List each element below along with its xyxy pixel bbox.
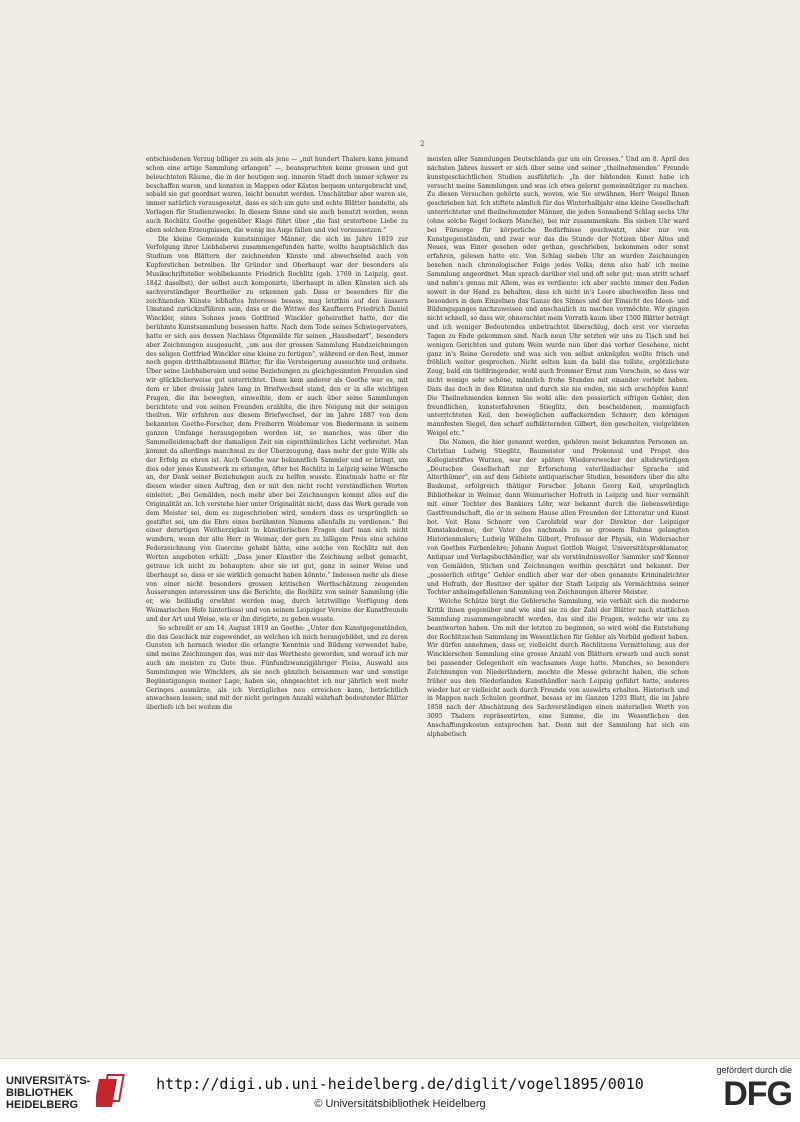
document-url[interactable]: http://digi.ub.uni-heidelberg.de/diglit/vogel1895/0010 [156,1075,644,1093]
page-number: 2 [420,140,425,148]
paragraph: So schreibt er am 14. August 1819 an Goethe: „Unter den Kunstgegenständen, die das Geschick mir zugewendet, an welchen ich mich herangebildet, und zu deren Gunsten ich hernach wieder die erlangte Kenntnis und Bildung verwendet habe, sind meine Zeichnungen das, was mir das Wertheste geworden, und worauf ich mir auch am meisten zu Gute thue. Fünfundzwanzigjähriger Fleiss, Auswahl aus Sammlungen wie Wincklers, als sie noch gänzlich beisammen war und sonstige Begünstigungen meiner Lage, haben sie, ohngeachtet ich nur jährlich weit mehr Geringes ausmärze, als ich Vorzügliches neu erreichen kann, beträchtlich anwachsen lassen; und mit der nicht geringen Anzahl wahrhaft bedeutender Blätter überliefe ich bei weitem die [146,624,408,712]
paragraph: entschiedenen Verzug billiger zu sein als jene — „mit hundert Thalern kann jemand schon eine artige Sammlung erlangen“ —, beanspruchten keine grossen und gut beleuchteten Räume, die in der heutigen sog. inneren Stadt doch immer schwer zu beschaffen waren, und konnten in Mappen oder Kästen bequem untergebracht und, sobald sie gut geordnet waren, leicht benutzt werden. Unschätzbar aber waren sie, immer natürlich vorausgesetzt, dass es sich um gute und echte Blätter handelte, als Vorlagen für Studienzwecke. In diesem Sinne sind sie auch benutzt worden, wenn auch Rochlitz Goethe gegenüber Klage führt über „die fast erstorbene Liebe zu eben solchen Erzeugnissen, die wenig ins Auge fallen und viel voraussetzen.“ [146,156,408,234]
paragraph: Die kleine Gemeinde kunstsinniger Männer, die sich im Jahre 1819 zur Verfolgung ihrer Liebhaberei zusammengefunden hatte, wollte hauptsächlich das Studium von Blättern der zeichnenden Künste und abwechselnd auch von Kupferstichen betreiben. Ihr Gründer und Oberhaupt war der besonders als Musikschriftsteller wohlbekannte Friedrich Rochlitz (geb. 1769 in Leipzig, gest. 1842 daselbst), der selbst auch komponirte, überhaupt in allen Künsten sich als sachverständiger Beurtheiler zu erkennen gab. Dass er besonders für die zeichnenden Künste lebhaftes Interesse besass, mag letzthin auf den äussern Umstand zurückzuführen sein, dass er die Wittwe des Kaufherrn Friedrich Daniel Winckler, eines Sohnes jenes Gottfried Winckler geheirathet hatte, der die berühmte Kunstsammlung besessen hatte. Nach dem Tode seines Schwiegervaters, hatte er sich aus dessen Nachlass Ölgemälde für seinen „Hausbedarf“, besonders aber Zeichnungen ausgesucht, „um aus der grossen Sammlung Handzeichnungen des seligen Gottfried Winckler eine kleine zu fertigen“, während er den Rest, immer noch gegen dritthalbtausend Blätter, für die Versteigerung aussuchte und ordnete. Über seine Liebhabereien und seine Beziehungen zu gleichgesinnten Freunden sind wir glücklicherweise gut unterrichtet. Denn kein anderer als Goethe war es, mit dem er über dreissig Jahre lang in Briefwechsel stand, den er in alle wichtigen Fragen, die ihn bewegten, einweihte, dem er auch über seine Sammlungen berichtete und von seinen Freunden erzählte, die ihre Neigung mit der seinigen theilten. Wir erfahren aus diesem Briefwechsel, der im Jahre 1887 von dem bekannten Goethe-Forscher, dem Freiherrn Woldemar von Biedermann in seinem ganzen Umfange herausgegeben worden ist, so manches, was über die Sammelleidenschaft der damaligen Zeit ein eigenthümliches Licht verbreitet. Man kommt da allerdings manchmal zu der Überzeugung, dass mehr der gute Wille als der Erfolg zu ehren ist. Auch Goethe war bekanntlich Sammler und er bringt, um dies oder jenes Kunstwerk zu erlangen, öfter bei Rochlitz in Leipzig seine Wünsche an, der Dank seiner Beziehungen auch zu helfen wusste. Einstmals hatte er für diesen wieder einen Auftrag, den er mit den nicht recht verständlichen Worten einleitet: „Bei Gemälden, noch mehr aber bei Zeichnungen kommt alles auf die Originalität an. Ich verstehe hier unter Originalität nicht, dass das Werk gerade von dem Meister sei, dem es zugeschrieben wird, sondern dass es ursprünglich so gestiftet sei, um die Ehre eines berühmten Namens allenfalls zu verdienen.“ Bei einer derartigen Weitherzigkeit in künstlerischen Fragen darf man sich nicht wundern, wenn der alte Herr in Weimar, der gern zu billigem Preis eine schöne Federzeichnung von Guercino gehabt hätte, eine solche von Rochlitz mit den Worten angeboten erhält: „Dass jener Künstler die Zeichnung selbst gemacht, getraue ich nicht zu behaupten: aber sie ist gut, ganz in seiner Weise und überhaupt so, dass er sie wirklich gemacht haben könnte.“ Indessen mehr als diese von einer nicht besonders grossen kritischen Werthschätzung zeugenden Äusserungen interessiren uns die Berichte, die Rochlitz von seiner Sammlung (die er, wie beiläufig erwähnt werden mag, durch letztwillige Verfügung dem Weimarischen Hofe hinterliess) und von seinem Leipziger Vereine der Kunstfreunde und der Art und Weise, wie er ihn dirigirte, zu geben wusste. [146,235,408,623]
viewer-footer [0,1058,800,1122]
dfg-funding[interactable] [708,1065,792,1113]
funding-caption: gefördert durch die [716,1065,792,1075]
paragraph: Welche Schätze birgt die Gehlersche Sammlung, wie verhält sich die moderne Kritik ihnen gegenüber und wie sind sie zu der Zahl der Blätter nach stattlichen Sammlung zusammengebracht worden, das sind die Fragen, welche wir uns zu beantworten haben. Um mit der letzten zu beginnen, so wird wohl die Entstehung der Rochlitzschen Sammlung im Wesentlichen für Gehler als Vorbild gedient haben. Wir dürfen annehmen, dass er, vielleicht durch Rochlitzens Vermittelung, aus der Wincklerschen Sammlung eine grosse Anzahl von Blättern erwarb und auch sonst bei passender Gelegenheit ein wachsames Auge hatte. Manches, so besonders Zeichnungen von Niederländern, mochte die Messe gebracht haben, die schon früher aus den Niederlanden Kunsthändler nach Leipzig geführt hatte, anderes wieder hat er vielleicht auch durch Freunde von auswärts erhalten. Historisch und in Mappen nach Schulen geordnet, besass er im Ganzen 1293 Blatt, die im Jahre 1858 nach der Abschätzung des Sachverständigen einen materiellen Werth von 3095 Thalern repräsentirten, eine Summe, die im Wesentlichen den Anschaffungskosten entsprochen hat. Denn mit der Sammlung hat sich ein alphabetisch [427,598,689,738]
paragraph: Die Namen, die hier genannt werden, gehören meist bekannten Personen an. Christian Ludwig Stieglitz, Baumeister und Prokonsul und Propst des Kollegiatstiftes Wurzen, war der spätere Wiedererwecker der altehrwürdigen „Deutschen Gesellschaft zur Erforschung vaterländischer Sprache und Alterthümer“, ein auf dem Gebiete antiquarischer Studien, besonders über die alte Baukunst, erfolgreich thätiger Forscher. Johann Georg Keil, ursprünglich Bibliothekar in Weimar, dann Weimarischer Hofrath in Leipzig und hier vermählt mit einer Tochter des Bankiers Löhr, war bekannt durch die liebenswürdige Gastfreundschaft, die er in seinem Hause allen Freunden der Litteratur und Kunst bot. Veit Hans Schnorr von Carolsfeld war der Direktor der Leipziger Kunstakademie, der Vater des nachmals zu so grossem Ruhme gelangten Historienmalers; Ludwig Wilhelm Gilbert, Professor der Physik, ein Widersacher von Goethes Farbenlehre; Johann August Gottlob Weigel, Universitätsproklamator, Antiquar und Verlagsbuchhändler, war als verständnissvoller Sammler und Kenner von Gemälden, Stichen und Zeichnungen weithin geschätzt und bekannt. Der „possierlich eifrige“ Gehler endlich aber war der oben genannte Kriminalrichter und Hofrath, der Besitzer der später der Stadt Leipzig als Vermächtniss seiner Tochter anheimgefallenen Sammlung von Zeichnungen älterer Meister. [427,439,689,597]
text-column-left [146,156,408,1026]
copyright-notice: © Universitätsbibliothek Heidelberg [314,1098,486,1110]
text-column-right [427,156,689,1026]
dfg-logo: DFG [723,1075,792,1113]
library-name: UNIVERSITÄTS- BIBLIOTHEK HEIDELBERG [6,1075,91,1111]
paragraph: meisten aller Sammlungen Deutschlands gar um ein Grosses.“ Und am 8. April des nächsten Jahres äussert er sich über seine und seiner „theilnehmenden“ Freunde kunstgeschichtlichen Studien ausführlich: „In der bildenden Kunst habe ich versucht meine Sammlungen und was ich etwa gelernt gemeinnütziger zu machen. Zu diesen Versuchen gehörte auch, wovon, wie Sie erwähnen, Herr Weigel Ihnen geschrieben hat. Ich stiftete nämlich für das Winterhalbjahr eine kleine Gesellschaft unterrichteter und theilnehmender Männer, die jeden Sonnabend Schlag sechs Uhr (ohne solche Regel lockern Manche), bei mir zusammenkam. Bis sieben Uhr ward bei Fürsorge für körperliche Bedürfnisse geschwatzt, aber nur von Kunstgegenständen, und zwar war das die Stunde der Notizen über Altes und Neues, was Einer gesehen oder gethan, geschrieben, bekommen oder sonst erfahren, gelesen hatte etc. Von Schlag sieben Uhr an wurden Zeichnungen besehen nach chronologischer Folge jedes Volks; denn also hab' ich meine Sammlung angeordnet. Man sprach darüber viel und oft sehr gut; man stritt scharf und nahm's genau mit Allem, was es verdiente: ich aber suchte immer den Faden soweit in der Hand zu behalten, dass ich nicht in's Leere abschweifen liess und besonders in dem Einzelnen das Ganze des Sinnes und der Einsicht des Ideen- und Bildungsganges nachzuweisen und anschaulich zu machen vermöchte. Wir gingen nicht schnell, so dass wir, ohnerachtet mein Vorrath kaum über 1500 Blätter beträgt und ich weniger Bedeutendes unbetrachtet überschlug, doch erst vor vierzehn Tagen zu Ende gekommen sind. Nach neun Uhr setzten wir uns zu Tisch und bei wenigen Gerichten und gutem Wein wurde nun über das vorher Gesehene, nicht ganz in's Reine Geredete und was sich von selbst anknüpfen wollte frisch und fröhlich weiter gesprochen. Nicht selten kam da bald das tollste, ergötzlichste Zeug, bald ein tiefdringender, wohl auch frommer Ernst zum Vorschein, so dass wir nicht wenige sehr schöne, männlich frohe Stunden mit einander verlebt haben. Dass das doch in den Künsten und durch sie nie enden, nie sich erschöpfen kann! Die Theilnehmenden kennen Sie wohl alle: den possierlich eifrigen Gehler, den freundlichen, kunsterfahrenen Stieglitz, den bescheidenen, mannigfach unterrichteten Keil, den beweglichen auffackernden Schnorr, den körnigen mannfesten Siegel, den scharf aufblätternden Gilbert, den gescheiten, vielgeübten Weigel etc.“ [427,156,689,438]
